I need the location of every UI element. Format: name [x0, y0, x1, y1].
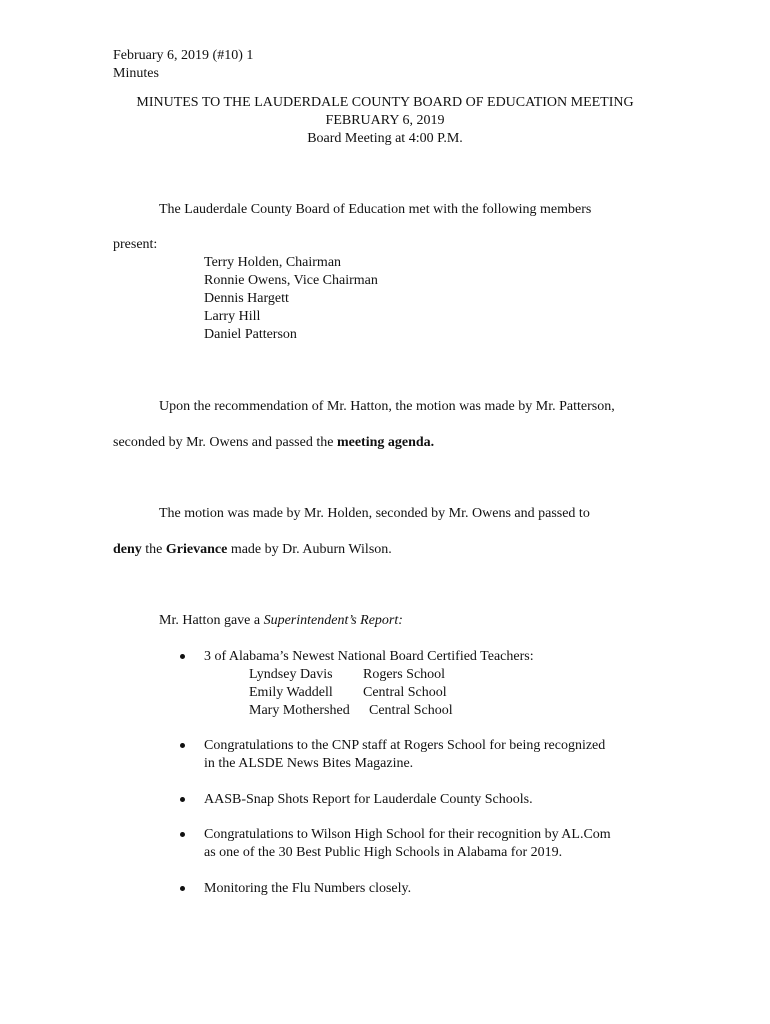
report-item-wilson: Congratulations to Wilson High School for their recognition by AL.Com	[204, 827, 611, 842]
document-title: MINUTES TO THE LAUDERDALE COUNTY BOARD OF EDUCATION MEETING	[136, 95, 634, 110]
grievance-term: Grievance	[165, 542, 228, 557]
bullet-icon	[180, 797, 185, 802]
teacher-name: Lyndsey Davis	[249, 667, 333, 682]
agenda-motion-continued	[113, 434, 434, 452]
report-prefix: Mr. Hatton gave a	[159, 613, 264, 628]
present-label: present:	[113, 237, 158, 252]
member-name: Daniel Patterson	[204, 327, 297, 342]
report-item-teachers: 3 of Alabama’s Newest National Board Certified Teachers:	[204, 649, 534, 664]
report-item-aasb: AASB-Snap Shots Report for Lauderdale County Schools.	[204, 792, 533, 807]
page-header-date: February 6, 2019 (#10) 1	[113, 48, 254, 63]
agenda-motion-prefix: seconded by Mr. Owens and passed the	[113, 435, 337, 450]
bullet-icon	[180, 832, 185, 837]
grievance-motion-continued	[113, 541, 392, 559]
superintendent-report-title: Superintendent’s Report:	[263, 613, 403, 628]
report-item-wilson-continued: as one of the 30 Best Public High Schools in Alabama for 2019.	[204, 845, 563, 860]
grievance-suffix: made by Dr. Auburn Wilson.	[227, 542, 392, 557]
bullet-icon	[180, 743, 185, 748]
deny-term: deny	[113, 542, 142, 557]
bullet-icon	[180, 654, 185, 659]
meeting-time: Board Meeting at 4:00 P.M.	[307, 131, 463, 146]
member-name: Larry Hill	[204, 309, 261, 324]
document-date: FEBRUARY 6, 2019	[325, 113, 445, 128]
teacher-school: Central School	[369, 703, 453, 718]
member-name: Terry Holden, Chairman	[204, 255, 342, 270]
attendance-intro: The Lauderdale County Board of Education met with the following members	[159, 202, 592, 217]
grievance-motion-text: The motion was made by Mr. Holden, seconded by Mr. Owens and passed to	[159, 506, 590, 521]
bullet-icon	[180, 886, 185, 891]
report-item-flu: Monitoring the Flu Numbers closely.	[204, 881, 412, 896]
member-name: Dennis Hargett	[204, 291, 289, 306]
report-item-cnp-continued: in the ALSDE News Bites Magazine.	[204, 756, 414, 771]
agenda-motion-text: Upon the recommendation of Mr. Hatton, the motion was made by Mr. Patterson,	[159, 399, 615, 414]
grievance-connector: the	[141, 542, 166, 557]
superintendent-report-intro	[159, 612, 403, 630]
teacher-school: Rogers School	[363, 667, 446, 682]
meeting-agenda-term: meeting agenda.	[336, 435, 435, 450]
teacher-name: Emily Waddell	[249, 685, 333, 700]
report-item-cnp: Congratulations to the CNP staff at Rogers School for being recognized	[204, 738, 606, 753]
page-header-label: Minutes	[113, 66, 159, 81]
teacher-school: Central School	[363, 685, 447, 700]
teacher-name: Mary Mothershed	[249, 703, 350, 718]
member-name: Ronnie Owens, Vice Chairman	[204, 273, 378, 288]
